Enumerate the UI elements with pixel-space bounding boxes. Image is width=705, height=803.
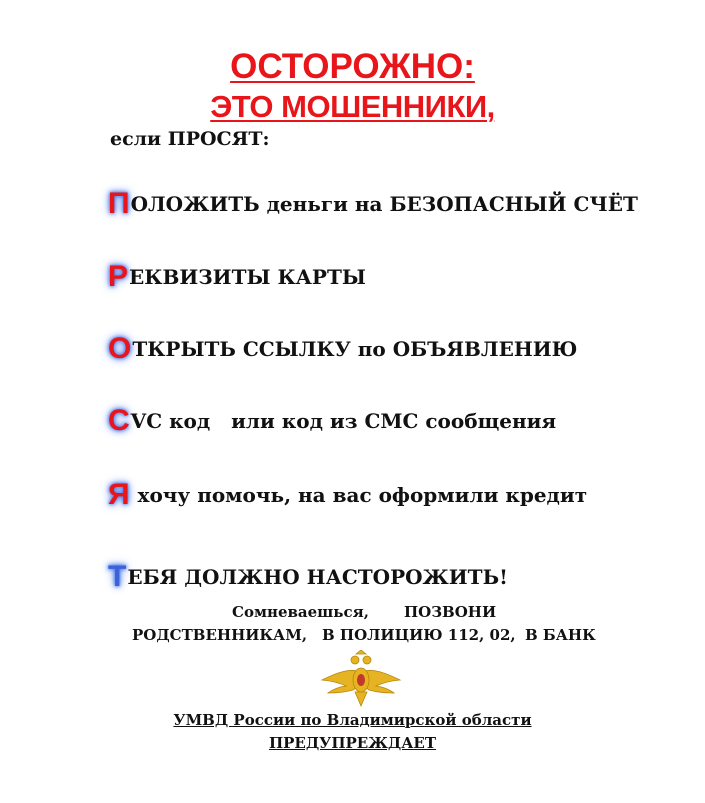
warning-title: ОСТОРОЖНО: (230, 47, 475, 86)
footer-warns: ПРЕДУПРЕЖДАЕТ (268, 734, 437, 752)
list-item-text: ТКРЫТЬ ССЫЛКУ по ОБЪЯВЛЕНИЮ (132, 337, 578, 361)
list-item (108, 404, 556, 438)
police-text: В ПОЛИЦИЮ 112, 02, (322, 626, 516, 644)
list-item (108, 260, 366, 294)
list-item-text: хочу помочь, на вас оформили кредит (130, 483, 588, 507)
list-item (108, 560, 508, 594)
list-item-text: ЕБЯ ДОЛЖНО НАСТОРОЖИТЬ! (127, 565, 508, 589)
warning-subtitle: ЭТО МОШЕННИКИ, (210, 89, 495, 124)
intro-text: если ПРОСЯТ: (110, 128, 270, 150)
acrostic-letter: Т (108, 560, 127, 593)
acrostic-letter: Р (108, 260, 129, 293)
acrostic-letter: О (108, 332, 132, 365)
police-eagle-emblem-icon (320, 650, 402, 708)
relatives-text: РОДСТВЕННИКАМ, (132, 626, 308, 644)
doubt-text: Сомневаешься, (232, 603, 369, 621)
acrostic-letter: Я (108, 478, 130, 511)
list-item (108, 332, 577, 366)
list-item-text: VC код или код из СМС сообщения (130, 409, 557, 433)
list-item (108, 187, 638, 221)
list-item (108, 478, 587, 512)
call-text: ПОЗВОНИ (404, 603, 497, 621)
footer-authority: УМВД России по Владимирской области (173, 711, 532, 729)
acrostic-letter: С (108, 404, 130, 437)
acrostic-letter: П (108, 187, 130, 220)
list-item-text: ОЛОЖИТЬ деньги на БЕЗОПАСНЫЙ СЧЁТ (130, 192, 638, 216)
list-item-text: ЕКВИЗИТЫ КАРТЫ (129, 265, 366, 289)
bank-text: В БАНК (525, 626, 596, 644)
